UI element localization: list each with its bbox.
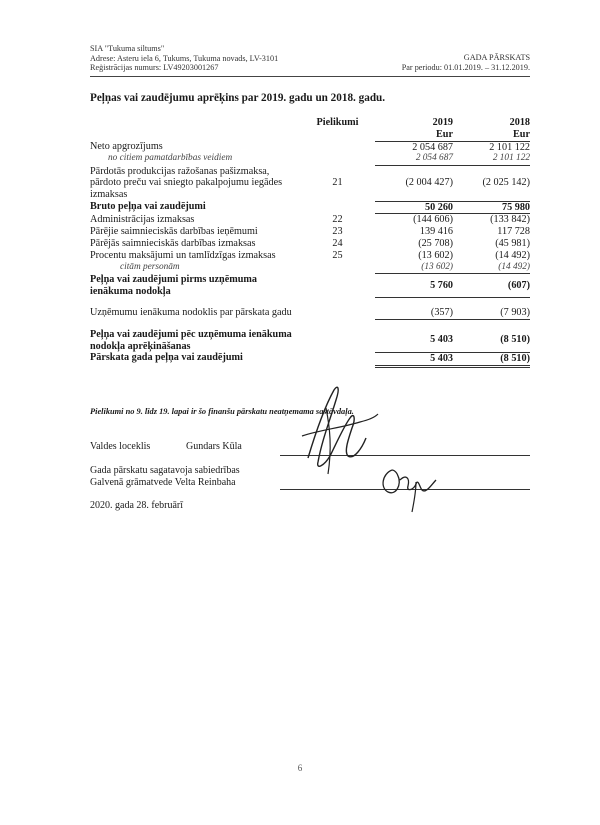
row-note [300,329,375,353]
row-note [300,262,375,274]
currency-row [90,129,530,141]
row-note [300,141,375,153]
appendix-footnote: Pielikumi no 9. līdz 19. lapai ir šo finanšu pārskatu neatņemama sastāvdaļa. [90,407,354,416]
row-note [300,201,375,214]
accountant-handwritten-signature [378,460,438,515]
value-2019: (2 004 427) [375,166,453,201]
registration-number: Reģistrācijas numurs: LV49203001267 [90,63,219,73]
value-2019: (144 606) [413,214,453,226]
row-label: Pārdotās produkcijas ražošanas pašizmaksa, pārdoto preču vai sniegto pakalpojumu iegādes izmaksas [90,165,283,201]
page-title: Peļņas vai zaudējumu aprēķins par 2019. gadu un 2018. gadu. [90,92,386,104]
row-label: Peļņa vai zaudējumi pirms uzņēmuma ienākuma nodokļa [90,273,257,297]
value-2019: 5 403 [375,352,453,366]
row-note [300,274,375,298]
table-header-row [90,117,530,129]
value-2018: (2 025 142) [453,166,530,201]
board-member-name: Gundars Kūla [186,441,242,452]
value-2019: 2 054 687 [412,141,453,153]
row-note: 24 [332,237,343,249]
company-name: SIA "Tukuma siltums" [90,44,165,53]
row-label: Pārskata gada peļņa vai zaudējumi [90,352,243,364]
value-2019: (13 602) [418,249,453,261]
value-2018: (7 903) [453,307,530,319]
company-header [90,44,278,73]
report-header [402,53,530,72]
table-row [90,238,530,250]
board-role: Valdes loceklis [90,441,151,452]
row-label: citām personām [120,261,180,272]
spacer-row [90,319,530,329]
company-address: Adrese: Asteru iela 6, Tukums, Tukuma novads, LV-3101 [90,53,279,63]
row-note [300,153,375,165]
table-row [90,153,530,165]
spacer-row [90,297,530,307]
currency-2019: Eur [375,129,453,141]
table-row [90,250,530,262]
row-label: Procentu maksājumi un tamlīdzīgas izmaksas [90,249,276,261]
income-statement-table [90,117,530,368]
row-note: 25 [332,249,343,261]
value-2019: (357) [375,307,453,319]
value-2018: 117 728 [497,226,530,238]
table-row [90,329,530,353]
value-2019: 50 260 [375,201,453,214]
currency-2018: Eur [453,129,530,141]
table-row [90,226,530,238]
row-note [300,307,375,319]
header-divider [90,76,530,77]
value-2019: 139 416 [419,226,453,238]
table-row [90,262,530,274]
prepared-by-line1: Gada pārskatu sagatavoja sabiedrības [90,465,240,476]
row-label: Uzņēmumu ienākuma nodoklis par pārskata gadu [90,306,292,318]
value-2018: (14 492) [453,262,530,274]
year-2018-header: 2018 [509,117,530,128]
value-2018: 75 980 [453,201,530,214]
row-note: 21 [332,177,343,189]
table-row [90,274,530,298]
report-period: Par periodu: 01.01.2019. – 31.12.2019. [401,62,530,72]
year-2019-header: 2019 [432,117,453,128]
notes-column-header: Pielikumi [316,117,359,128]
row-label: Peļņa vai zaudējumi pēc uzņēmuma ienākuma nodokļa aprēķināšanas [90,328,292,352]
table-row [90,166,530,201]
row-label: Pārējie saimnieciskās darbības ieņēmumi [90,226,258,238]
table-row [90,141,530,153]
table-row [90,201,530,214]
value-2019: 5 760 [375,274,453,298]
table-row [90,214,530,226]
value-2019: 5 403 [375,329,453,353]
value-2018: (133 842) [490,214,530,226]
value-2018: 2 101 122 [453,153,530,165]
value-2018: (607) [453,274,530,298]
row-label: no citiem pamatdarbības veidiem [108,153,233,164]
report-type: GADA PĀRSKATS [463,53,530,62]
value-2018: (8 510) [453,329,530,353]
board-signature-block [90,441,242,453]
value-2019: (25 708) [418,237,453,249]
value-2019: (13 602) [375,262,453,274]
accountant-signature-block [90,465,240,489]
value-2018: (8 510) [453,352,530,366]
value-2018: 2 101 122 [489,141,530,153]
row-label: Pārējās saimnieciskās darbības izmaksas [90,237,256,249]
signing-date: 2020. gada 28. februārī [90,500,184,511]
table-row [90,352,530,366]
page-number: 6 [297,763,303,773]
row-note [300,352,375,366]
table-row [90,307,530,319]
value-2019: 2 054 687 [375,153,453,165]
row-note: 22 [332,213,343,225]
prepared-by-line2: Galvenā grāmatvede Velta Reinbaha [90,477,236,488]
row-note: 23 [332,226,343,238]
row-label: Neto apgrozījums [90,141,163,153]
board-handwritten-signature [300,378,380,478]
value-2018: (14 492) [495,249,530,261]
value-2018: (45 981) [495,237,530,249]
row-label: Bruto peļņa vai zaudējumi [90,201,206,213]
row-label: Administrācijas izmaksas [90,213,195,225]
